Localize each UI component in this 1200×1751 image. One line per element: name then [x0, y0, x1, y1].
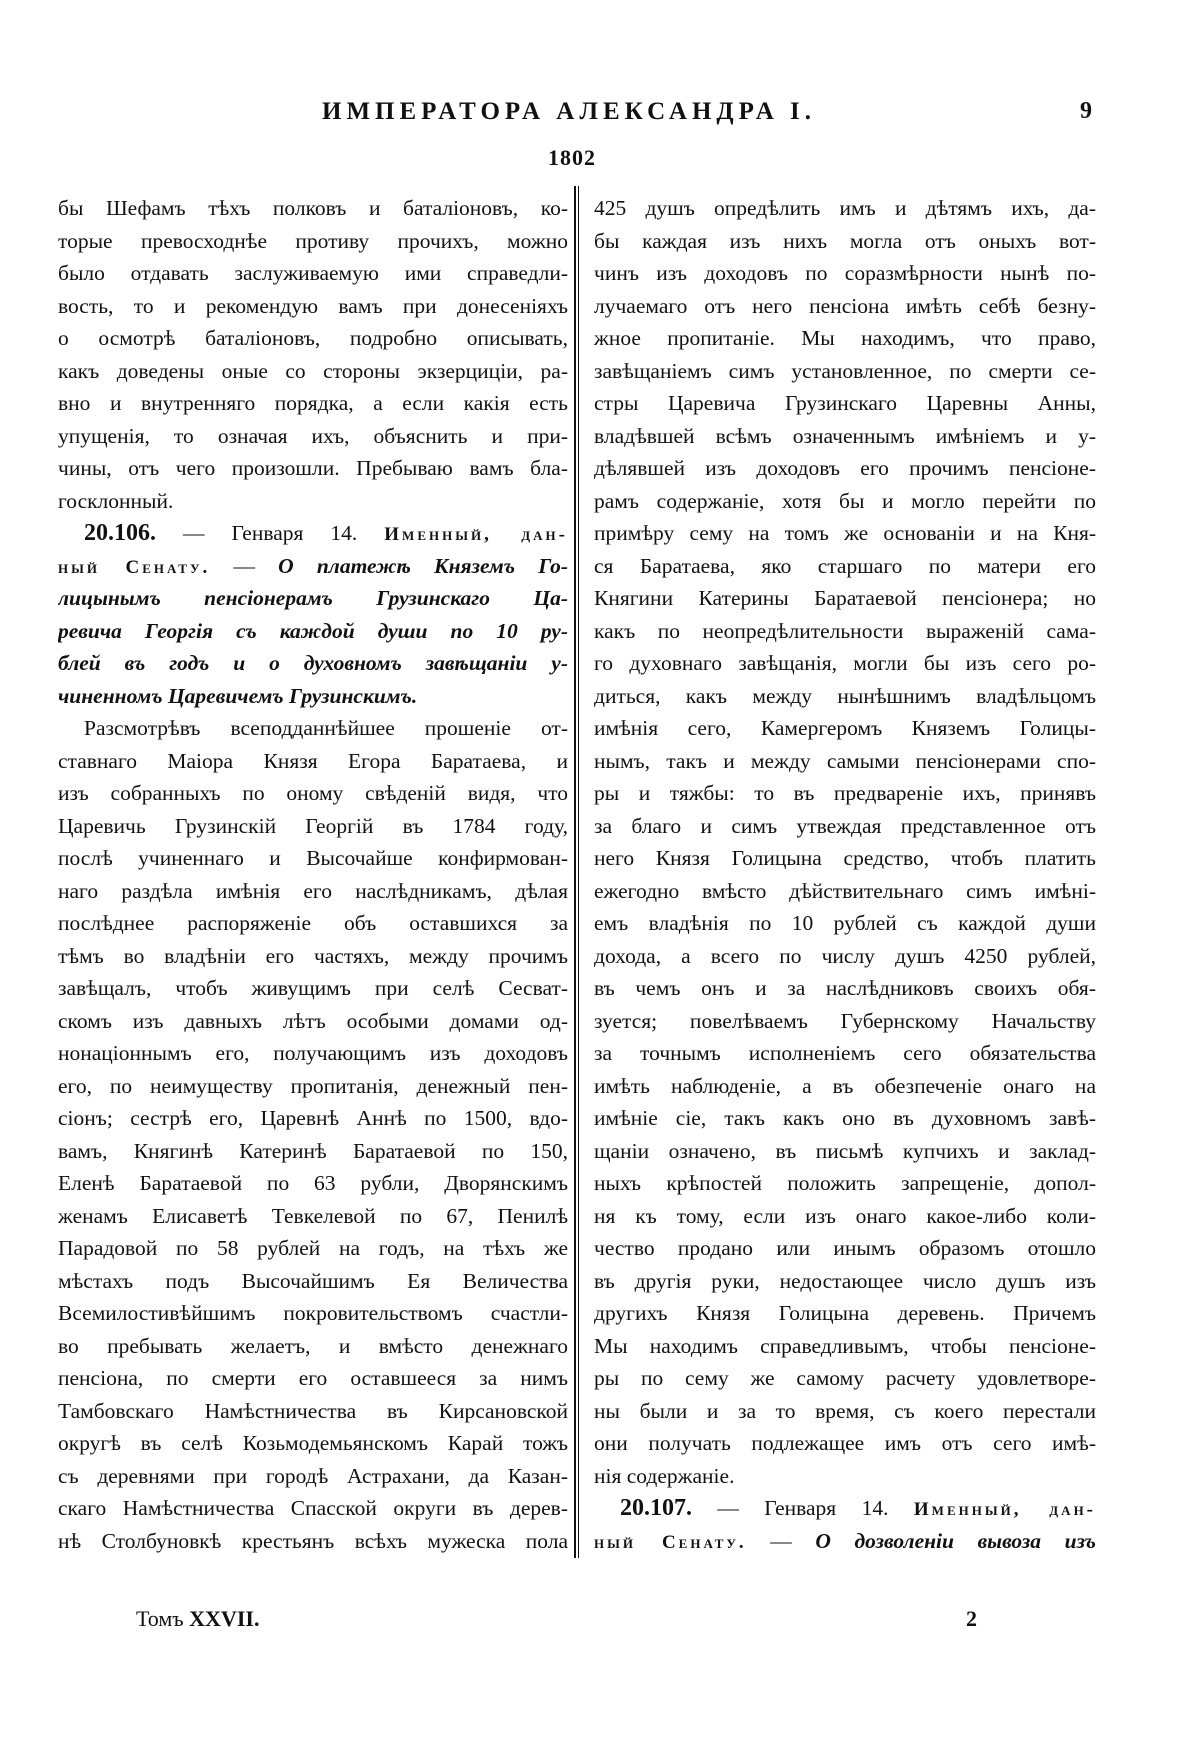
decree-summary: лицынымъ пенсіонерамъ Грузинскаго Ца-	[58, 586, 568, 610]
right-column	[594, 192, 1096, 1557]
text-segment: Царевичь Грузинскій Георгій въ 1784 году,	[58, 813, 568, 838]
text-line	[58, 1297, 568, 1330]
text-segment: о осмотрѣ баталіоновъ, подробно описывать,	[58, 326, 568, 350]
text-line	[594, 485, 1096, 518]
text-line	[594, 1005, 1096, 1038]
text-segment: бы каждая изъ нихъ могла отъ оныхъ вот-	[594, 228, 1096, 253]
text-segment: зуется; повелѣваемъ Губернскому Начальству	[594, 1008, 1096, 1033]
text-line	[58, 1492, 568, 1525]
text-segment: нымъ, такъ и между самыми пенсіонерами спо-	[594, 748, 1096, 773]
text-segment: ры по сему же самому расчету удовлетворе-	[594, 1366, 1096, 1390]
text-line	[594, 1395, 1096, 1428]
text-segment: ся Баратаева, яко старшаго по матери его	[594, 553, 1096, 578]
text-line	[58, 1330, 568, 1363]
text-segment: за благо и симъ утвеждая представленное отъ	[594, 813, 1096, 838]
text-line	[58, 1135, 568, 1168]
decree-summary: чиненномъ Царевичемъ Грузинскимъ.	[58, 683, 418, 708]
text-line	[594, 225, 1096, 258]
text-segment: примѣру сему на томъ же основаніи и на Кня-	[594, 521, 1096, 545]
text-segment: мѣстахъ подъ Высочайшимъ Ея Величества	[58, 1268, 568, 1293]
text-line	[594, 1265, 1096, 1298]
text-segment: Всемилостивѣйшимъ покровительствомъ счастли-	[58, 1301, 568, 1325]
text-line	[58, 907, 568, 940]
text-line	[58, 322, 568, 355]
text-segment: —	[210, 553, 279, 578]
text-line	[58, 550, 568, 583]
text-line	[58, 777, 568, 810]
year-heading: 1802	[548, 145, 596, 170]
text-segment: госклонный.	[58, 488, 174, 513]
text-segment: послѣ учиненнаго и Высочайше конфирмован-	[58, 846, 568, 870]
text-segment: го духовнаго завѣщанія, могли бы изъ сего ро-	[594, 651, 1096, 675]
decree-number: 20.107.	[620, 1495, 692, 1521]
text-line	[594, 842, 1096, 875]
text-segment: — Генваря 14.	[156, 521, 385, 545]
text-line	[594, 875, 1096, 908]
text-line	[58, 1265, 568, 1298]
text-segment: имѣть наблюденіе, а въ обезпеченіе онаго на	[594, 1073, 1096, 1098]
text-line	[58, 452, 568, 485]
text-segment: скаго Намѣстничества Спасской округи въ дерев-	[58, 1496, 568, 1520]
text-line	[594, 1460, 1096, 1493]
text-segment: съ деревнями при городѣ Астрахани, да Казан-	[58, 1463, 568, 1488]
text-segment: щаніи означено, въ письмѣ купчихъ и заклад-	[594, 1138, 1096, 1163]
decree-type: ный Сенату.	[594, 1531, 747, 1553]
text-line	[58, 712, 568, 745]
text-segment: ныхъ крѣпостей положить запрещеніе, допол-	[594, 1171, 1096, 1195]
running-header	[0, 98, 1200, 138]
text-line	[58, 647, 568, 680]
text-line	[594, 582, 1096, 615]
text-segment: изъ собранныхъ по оному свѣденій видя, что	[58, 781, 568, 805]
text-line	[58, 972, 568, 1005]
text-line	[594, 940, 1096, 973]
text-segment: скомъ изъ давныхъ лѣтъ особыми домами од-	[58, 1008, 568, 1033]
text-segment: лучаемаго отъ него пенсіона имѣть себѣ безну-	[594, 293, 1096, 318]
text-segment: упущенія, то означая ихъ, объяснить и при-	[58, 423, 568, 448]
text-segment: за точнымъ исполненіемъ сего обязательства	[594, 1041, 1096, 1065]
left-column	[58, 192, 568, 1557]
text-line	[58, 615, 568, 648]
text-line	[594, 1492, 1096, 1525]
text-line	[594, 322, 1096, 355]
text-segment: ежегодно вмѣсто дѣйствительнаго симъ имѣні-	[594, 878, 1096, 903]
text-line	[58, 517, 568, 550]
decree-type: Именный, дан-	[384, 524, 568, 545]
page-number: 9	[1080, 98, 1092, 124]
text-segment: тѣмъ во владѣніи его частяхъ, между прочимъ	[58, 943, 568, 968]
text-segment: нонаціоннымъ его, получающимъ изъ доходовъ	[58, 1041, 568, 1065]
text-segment: Еленѣ Баратаевой по 63 рубли, Дворянскимъ	[58, 1171, 568, 1195]
text-segment: Парадовой по 58 рублей на годъ, на тѣхъ же	[58, 1236, 568, 1260]
text-line	[594, 517, 1096, 550]
decree-type: ный Сенату.	[58, 556, 211, 578]
text-segment: дѣлявшей изъ доходовъ его прочимъ пенсіоне-	[594, 456, 1096, 480]
text-line	[594, 1232, 1096, 1265]
text-segment: какъ доведены оные со стороны экзерциціи, ра-	[58, 358, 568, 383]
text-segment: было отдавать заслуживаемую ими справедли-	[58, 261, 568, 285]
decree-number: 20.106.	[84, 520, 156, 546]
text-line	[58, 582, 568, 615]
text-line	[594, 290, 1096, 323]
text-line	[594, 1135, 1096, 1168]
text-line	[594, 1297, 1096, 1330]
text-line	[594, 1362, 1096, 1395]
column-divider-rule	[574, 186, 579, 1558]
decree-summary: ревича Георгія съ каждой души по 10 ру-	[58, 618, 568, 643]
text-line	[58, 485, 568, 518]
text-line	[594, 615, 1096, 648]
text-segment: завѣщаніемъ симъ установленное, по смерти се-	[594, 358, 1096, 383]
text-segment: него Князя Голицына средство, чтобъ платить	[594, 846, 1096, 870]
text-segment: вно и внутренняго порядка, а если какія есть	[58, 391, 568, 415]
text-segment: 425 душъ опредѣлить имъ и дѣтямъ ихъ, да-	[594, 196, 1096, 220]
decree-summary: блей въ годъ и о духовномъ завѣщаніи у-	[58, 651, 568, 675]
text-line	[594, 1167, 1096, 1200]
decree-summary: О платежѣ Княземъ Го-	[278, 553, 568, 578]
text-segment: послѣднее распоряженіе объ оставшихся за	[58, 911, 568, 935]
text-line	[594, 777, 1096, 810]
text-segment: въ другія руки, недостающее число душъ изъ	[594, 1268, 1096, 1293]
text-segment: Разсмотрѣвъ всеподданнѣйшее прошеніе от-	[84, 716, 568, 740]
text-line	[58, 1167, 568, 1200]
text-line	[594, 1102, 1096, 1135]
text-line	[594, 420, 1096, 453]
text-line	[594, 1427, 1096, 1460]
signature-mark: 2	[966, 1606, 977, 1631]
text-line	[594, 257, 1096, 290]
text-line	[58, 1037, 568, 1070]
text-segment: владѣвшей всѣмъ означеннымъ имѣніемъ и у-	[594, 423, 1096, 448]
text-line	[58, 387, 568, 420]
text-segment: Тамбовскаго Намѣстничества въ Кирсановской	[58, 1398, 568, 1423]
text-line	[58, 257, 568, 290]
text-line	[594, 712, 1096, 745]
text-line	[594, 1037, 1096, 1070]
volume-footer	[136, 1606, 259, 1632]
decree-type: Именный, дан-	[913, 1499, 1096, 1520]
text-line	[594, 907, 1096, 940]
text-segment: нѣ Столбуновкѣ крестьянъ всѣхъ мужеска пола	[58, 1528, 568, 1553]
text-segment: имѣніе сіе, такъ какъ оно въ духовномъ завѣ-	[594, 1106, 1096, 1130]
text-line	[58, 940, 568, 973]
text-segment: диться, какъ между нынѣшнимъ владѣльцомъ	[594, 683, 1096, 708]
text-segment: рамъ содержаніе, хотя бы и могло перейти по	[594, 488, 1096, 513]
text-segment: другихъ Князя Голицына деревень. Причемъ	[594, 1301, 1096, 1325]
text-line	[58, 290, 568, 323]
text-segment: ны были и за то время, съ коего перестали	[594, 1398, 1096, 1423]
text-segment: вамъ, Княгинѣ Катеринѣ Баратаевой по 150,	[58, 1138, 568, 1163]
text-line	[58, 192, 568, 225]
text-segment: пенсіона, по смерти его оставшееся за нимъ	[58, 1366, 568, 1390]
text-line	[58, 420, 568, 453]
text-segment: чество продано или инымъ образомъ отошло	[594, 1236, 1096, 1260]
text-line	[594, 387, 1096, 420]
text-line	[58, 1427, 568, 1460]
text-segment: ры и тяжбы: то въ предвареніе ихъ, принявъ	[594, 781, 1096, 805]
text-line	[58, 810, 568, 843]
text-line	[594, 452, 1096, 485]
text-line	[58, 1005, 568, 1038]
text-segment: Мы находимъ справедливымъ, чтобы пенсіоне-	[594, 1333, 1096, 1358]
text-line	[58, 1200, 568, 1233]
volume-number: XXVII.	[189, 1606, 260, 1631]
text-line	[58, 1232, 568, 1265]
text-segment: емъ владѣнія по 10 рублей съ каждой души	[594, 911, 1096, 935]
volume-word: Томъ	[136, 1606, 184, 1631]
text-segment: его, по неимуществу пропитанія, денежный пен-	[58, 1073, 568, 1098]
text-segment: округѣ въ селѣ Козьмодемьянскомъ Карай тожъ	[58, 1431, 568, 1455]
text-line	[594, 550, 1096, 583]
text-line	[594, 1330, 1096, 1363]
text-line	[58, 680, 568, 713]
text-line	[594, 810, 1096, 843]
text-line	[58, 1460, 568, 1493]
text-segment: жное пропитаніе. Мы находимъ, что право,	[594, 326, 1096, 350]
text-line	[58, 1102, 568, 1135]
text-line	[594, 680, 1096, 713]
text-line	[594, 1525, 1096, 1558]
text-segment: — Генваря 14.	[692, 1496, 914, 1520]
text-segment: стры Царевича Грузинскаго Царевны Анны,	[594, 391, 1096, 415]
text-segment: сіонъ; сестрѣ его, Царевнѣ Аннѣ по 1500, вдо-	[58, 1106, 568, 1130]
text-segment: въ чемъ онъ и за наслѣдниковъ своихъ обя-	[594, 976, 1096, 1000]
text-line	[58, 745, 568, 778]
text-segment: ставнаго Маіора Князя Егора Баратаева, и	[58, 748, 568, 773]
text-line	[594, 1070, 1096, 1103]
text-segment: бы Шефамъ тѣхъ полковъ и баталіоновъ, ко-	[58, 196, 568, 220]
text-line	[594, 1200, 1096, 1233]
text-segment: —	[746, 1528, 816, 1553]
text-segment: какъ по неопредѣлительности выраженій сама-	[594, 618, 1096, 643]
text-line	[58, 1395, 568, 1428]
text-line	[58, 355, 568, 388]
text-segment: дохода, а всего по числу душъ 4250 рублей,	[594, 943, 1096, 968]
text-line	[58, 1525, 568, 1558]
running-title: ИМПЕРАТОРА АЛЕКСАНДРА I.	[322, 98, 816, 125]
text-line	[594, 745, 1096, 778]
text-segment: ня къ тому, если изъ онаго какое-либо коли-	[594, 1203, 1096, 1228]
text-line	[594, 355, 1096, 388]
text-line	[58, 1070, 568, 1103]
text-line	[58, 842, 568, 875]
text-segment: вость, то и рекомендую вамъ при донесеніяхъ	[58, 293, 568, 318]
text-line	[58, 875, 568, 908]
text-segment: чинъ изъ доходовъ по соразмѣрности нынѣ по-	[594, 261, 1096, 285]
decree-summary: О дозволеніи вывоза изъ	[815, 1528, 1096, 1553]
text-segment: они получать подлежащее имъ отъ сего имѣ-	[594, 1431, 1096, 1455]
text-line	[594, 972, 1096, 1005]
text-segment: завѣщалъ, чтобъ живущимъ при селѣ Сесват-	[58, 976, 568, 1000]
text-segment: наго раздѣла имѣнія его наслѣдникамъ, дѣлая	[58, 878, 568, 903]
text-line	[58, 225, 568, 258]
text-line	[594, 192, 1096, 225]
text-segment: во пребывать желаетъ, и вмѣсто денежнаго	[58, 1333, 568, 1358]
text-line	[58, 1362, 568, 1395]
text-line	[594, 647, 1096, 680]
text-segment: женамъ Елисаветѣ Тевкелевой по 67, Пенилѣ	[58, 1203, 568, 1228]
text-segment: торые превосходнѣе противу прочихъ, можно	[58, 228, 568, 253]
text-segment: Княгини Катерины Баратаевой пенсіонера; но	[594, 586, 1096, 610]
text-segment: имѣнія сего, Камергеромъ Княземъ Голицы-	[594, 716, 1096, 740]
text-segment: чины, отъ чего произошли. Пребываю вамъ бла-	[58, 456, 568, 480]
text-segment: нія содержаніе.	[594, 1463, 735, 1488]
